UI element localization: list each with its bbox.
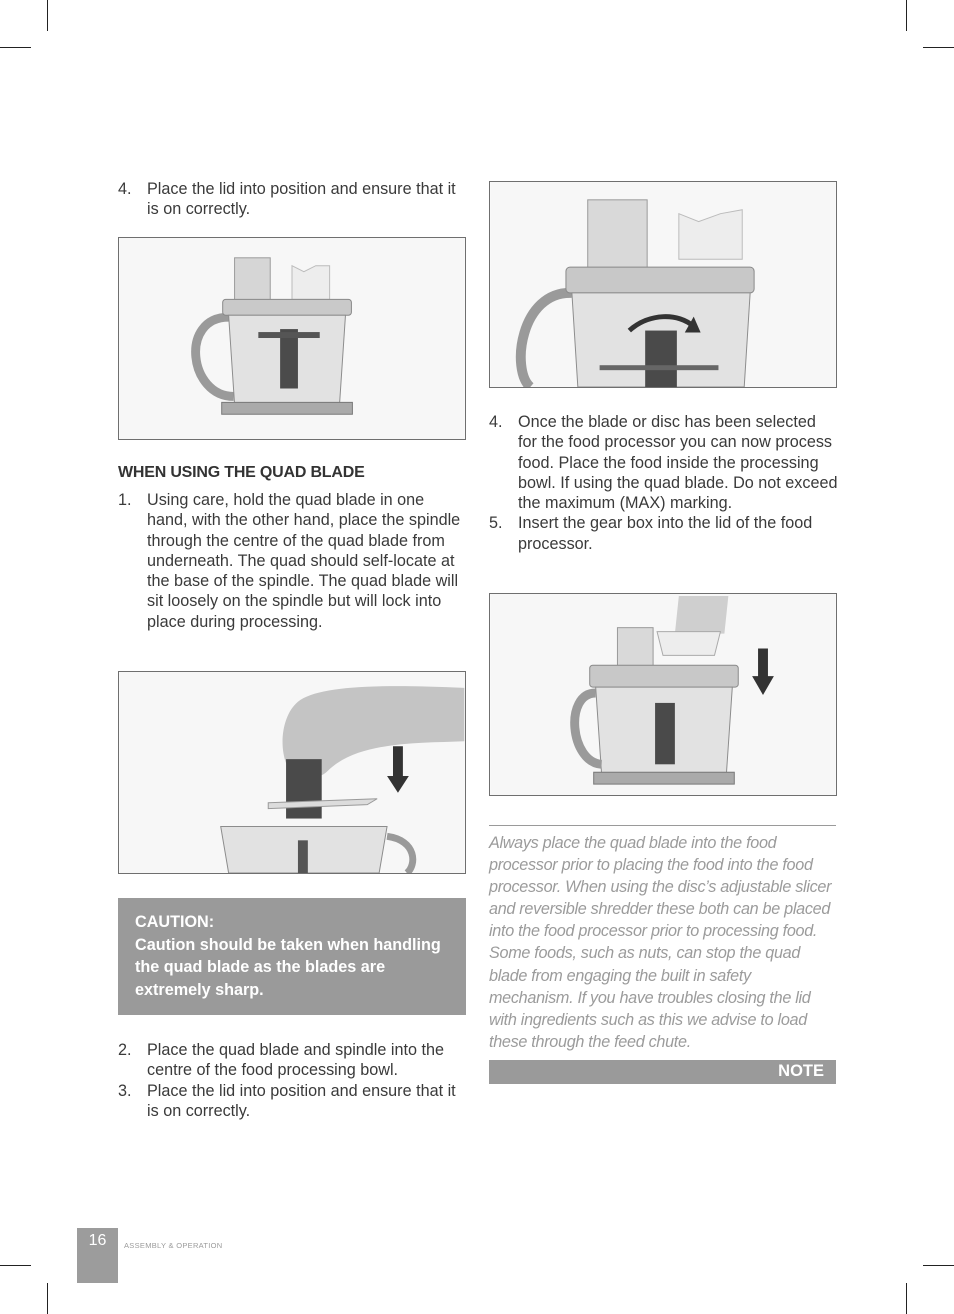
figure-lid-on-processor [118,237,466,440]
hand-placing-blade-illustration [119,672,465,873]
crop-mark [906,0,907,31]
step-text: Place the quad blade and spindle into the centre of the food processing bowl. [147,1041,445,1080]
caution-text: Caution should be taken when handling the quad blade as the blades are extremely sharp. [135,935,441,999]
step-text: Insert the gear box into the lid of the food processor. [518,514,813,553]
gearbox-insert-illustration [490,594,836,795]
food-processor-illustration [119,238,465,439]
left-step-4 [118,179,468,220]
step-text: Place the lid into position and ensure that it is on correctly. [147,1081,456,1120]
step-text: Using care, hold the quad blade in one hand, with the other hand, place the spindle through the centre of the quad blade from underneath. The quad should self-locate at the base of the spindle. The quad blade will sit loosely on the spindle but will lock into place during processing. [147,491,461,631]
crop-mark [923,47,954,48]
step-number: 2. [118,1041,132,1059]
crop-mark [0,1265,31,1266]
left-steps-2-3 [118,1040,468,1121]
step-number: 4. [118,180,132,198]
crop-mark [906,1283,907,1314]
right-steps-4-5 [489,412,839,554]
step-number: 1. [118,491,132,509]
crop-mark [923,1265,954,1266]
note-divider [489,825,836,826]
step-text: Place the lid into position and ensure that it is on correctly. [147,180,456,219]
caution-box [118,898,466,1015]
crop-mark [0,47,31,48]
step-text: Once the blade or disc has been selected for the food processor you can now process food. Place the food inside the processing bowl. If using the quad blade. Do not exceed the maximum (MAX) marking. [518,413,838,513]
lid-lock-illustration [490,182,836,387]
step-number: 3. [118,1081,132,1100]
figure-lid-rotate [489,181,837,388]
crop-mark [47,1283,48,1314]
page-number: 16 [77,1228,118,1283]
step-number: 5. [489,514,503,533]
step-number: 4. [489,413,503,431]
figure-blade-onto-spindle [118,671,466,874]
left-step-1 [118,490,468,632]
section-label: ASSEMBLY & OPERATION [124,1241,223,1250]
figure-insert-gearbox [489,593,837,796]
section-heading: WHEN USING THE QUAD BLADE [118,464,365,481]
note-label: NOTE [489,1060,836,1084]
note-text: Always place the quad blade into the food processor prior to placing the food into the food processor. When using the disc’s adjustable slicer and reversible shredder these both can be placed into the food processor prior to processing food. Some foods, such as nuts, can stop the quad blade from engaging the built in safety mechanism. If you have troubles closing the lid with ingredients such as this we advise to load these through the feed chute. [489,834,832,1051]
caution-title: CAUTION: [135,913,215,931]
crop-mark [47,0,48,31]
